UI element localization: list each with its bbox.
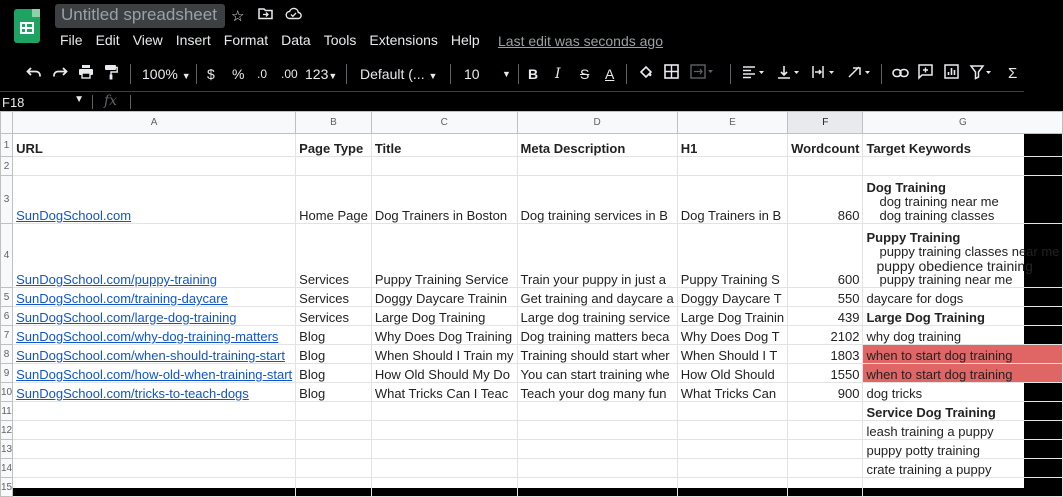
cell[interactable]: Dog training matters beca xyxy=(517,326,677,345)
last-edit-link[interactable]: Last edit was seconds ago xyxy=(498,33,663,49)
insert-comment-icon[interactable] xyxy=(918,64,933,84)
table-row xyxy=(1,478,1063,497)
cell[interactable] xyxy=(677,459,787,478)
menu-bar xyxy=(60,32,493,50)
row-header[interactable]: 13 xyxy=(1,440,13,459)
cell[interactable]: Services xyxy=(296,288,372,307)
insert-chart-icon[interactable] xyxy=(944,64,959,84)
text-color-button[interactable]: A xyxy=(605,66,615,82)
cell[interactable]: Puppy Training Service xyxy=(371,224,517,288)
url-cell[interactable] xyxy=(13,288,296,307)
keyword-item: puppy training near me xyxy=(879,272,1013,287)
cell[interactable] xyxy=(13,459,296,478)
document-title[interactable]: Untitled spreadsheet xyxy=(55,4,225,28)
menu-file[interactable]: File xyxy=(60,32,83,48)
menu-data[interactable]: Data xyxy=(281,32,311,48)
cell[interactable]: leash training a puppy xyxy=(863,421,1063,440)
cell[interactable] xyxy=(296,440,372,459)
bold-button[interactable]: B xyxy=(528,66,539,82)
move-folder-icon[interactable] xyxy=(258,7,273,24)
highlighted-keyword-cell[interactable]: when to start dog training xyxy=(863,364,1063,383)
url-cell[interactable] xyxy=(13,383,296,402)
cell[interactable] xyxy=(677,421,787,440)
spreadsheet-grid xyxy=(0,111,1060,493)
cell[interactable]: Page Type xyxy=(296,134,372,157)
row-header[interactable]: 15 xyxy=(1,478,13,497)
paint-format-icon[interactable] xyxy=(104,64,118,84)
menu-edit[interactable]: Edit xyxy=(95,32,120,48)
cell[interactable] xyxy=(677,440,787,459)
cell[interactable]: Doggy Daycare T xyxy=(677,288,787,307)
keyword-title: Dog Training xyxy=(866,180,946,195)
table-row xyxy=(1,364,1063,383)
cell[interactable] xyxy=(13,478,296,497)
strikethrough-button[interactable]: S xyxy=(580,66,590,82)
url-link[interactable]: SunDogSchool.com/when-should-training-start xyxy=(16,348,285,363)
cell[interactable] xyxy=(13,157,296,176)
cell[interactable] xyxy=(517,157,677,176)
cell[interactable] xyxy=(863,478,1063,497)
table-row xyxy=(1,326,1063,345)
keyword-item: dog training classes xyxy=(879,208,995,223)
formula-bar xyxy=(0,91,1024,111)
table-row xyxy=(1,421,1063,440)
chevron-down-icon: ▼ xyxy=(74,94,84,105)
print-icon[interactable] xyxy=(78,64,94,84)
cell[interactable]: Dog training services in B xyxy=(517,176,677,224)
cell[interactable]: Service Dog Training xyxy=(863,402,1063,421)
table-row xyxy=(1,224,1063,288)
cell[interactable] xyxy=(788,421,863,440)
table-row xyxy=(1,345,1063,364)
row-header[interactable]: 9 xyxy=(1,364,13,383)
cell-grid xyxy=(0,111,1063,497)
url-link[interactable]: SunDogSchool.com/large-dog-training xyxy=(16,310,237,325)
decrease-decimal-button[interactable]: .0 xyxy=(257,67,268,81)
cell[interactable]: 550 xyxy=(788,288,863,307)
url-link[interactable]: SunDogSchool.com/how-old-when-training-start xyxy=(16,367,293,382)
keyword-cell[interactable] xyxy=(863,176,1063,224)
cell[interactable] xyxy=(517,478,677,497)
name-box[interactable] xyxy=(0,93,88,111)
horizontal-align-icon[interactable] xyxy=(742,64,766,84)
table-row xyxy=(1,134,1063,157)
cell[interactable]: Blog xyxy=(296,345,372,364)
cell[interactable] xyxy=(517,421,677,440)
undo-icon[interactable] xyxy=(26,64,42,84)
cell[interactable] xyxy=(677,478,787,497)
cell[interactable]: 900 xyxy=(788,383,863,402)
cell[interactable] xyxy=(371,440,517,459)
cell[interactable] xyxy=(296,157,372,176)
text-rotation-icon[interactable] xyxy=(847,64,873,84)
vertical-align-icon[interactable] xyxy=(777,64,801,84)
chevron-down-icon: ▼ xyxy=(181,71,191,81)
cell[interactable]: Target Keywords xyxy=(863,134,1063,157)
row-header[interactable]: 6 xyxy=(1,307,13,326)
cell[interactable] xyxy=(788,157,863,176)
column-header-e[interactable]: E xyxy=(677,112,787,134)
cell[interactable]: URL xyxy=(13,134,296,157)
cell[interactable] xyxy=(371,421,517,440)
sheets-logo-icon[interactable] xyxy=(14,9,40,43)
font-family-select[interactable] xyxy=(360,64,437,84)
cell[interactable]: 439 xyxy=(788,307,863,326)
cell[interactable] xyxy=(296,402,372,421)
column-header-g[interactable]: G xyxy=(863,112,1063,134)
cell[interactable]: What Tricks Can xyxy=(677,383,787,402)
cell[interactable] xyxy=(371,459,517,478)
cell[interactable] xyxy=(371,402,517,421)
chevron-down-icon[interactable]: ▼ xyxy=(502,69,511,79)
menu-insert[interactable]: Insert xyxy=(175,32,211,48)
cell[interactable]: Train your puppy in just a xyxy=(517,224,677,288)
url-cell[interactable] xyxy=(13,224,296,288)
cell[interactable] xyxy=(517,459,677,478)
menu-tools[interactable]: Tools xyxy=(323,32,357,48)
cell[interactable]: Blog xyxy=(296,383,372,402)
cell[interactable]: Title xyxy=(371,134,517,157)
cell[interactable]: Large Dog Training xyxy=(863,307,1063,326)
row-header[interactable]: 2 xyxy=(1,157,13,176)
number-format-select[interactable] xyxy=(305,64,337,84)
table-row xyxy=(1,402,1063,421)
cell[interactable]: Large Dog Training xyxy=(371,307,517,326)
cell[interactable]: Teach your dog many fun xyxy=(517,383,677,402)
menu-format[interactable]: Format xyxy=(223,32,269,48)
cell[interactable]: dog tricks xyxy=(863,383,1063,402)
column-header-f[interactable]: F xyxy=(788,112,863,134)
cell[interactable]: 600 xyxy=(788,224,863,288)
column-header-b[interactable]: B xyxy=(296,112,372,134)
cloud-status-icon[interactable] xyxy=(285,7,302,24)
url-link[interactable]: SunDogSchool.com/tricks-to-teach-dogs xyxy=(16,386,249,401)
font-size-select[interactable] xyxy=(464,64,480,84)
cell[interactable] xyxy=(371,157,517,176)
row-header[interactable]: 12 xyxy=(1,421,13,440)
cell[interactable]: Services xyxy=(296,224,372,288)
cell[interactable] xyxy=(296,478,372,497)
cell[interactable] xyxy=(296,421,372,440)
table-row xyxy=(1,307,1063,326)
chevron-down-icon: ▼ xyxy=(428,71,438,81)
cell[interactable] xyxy=(788,478,863,497)
cell[interactable] xyxy=(677,157,787,176)
table-row xyxy=(1,440,1063,459)
functions-icon[interactable]: Σ xyxy=(1008,65,1018,82)
cell[interactable] xyxy=(371,478,517,497)
cell[interactable]: 860 xyxy=(788,176,863,224)
row-header[interactable]: 5 xyxy=(1,288,13,307)
table-row xyxy=(1,383,1063,402)
filter-icon[interactable] xyxy=(970,64,994,84)
url-cell[interactable] xyxy=(13,307,296,326)
table-row xyxy=(1,288,1063,307)
increase-decimal-button[interactable]: .00 xyxy=(281,67,298,81)
cell[interactable]: Puppy Training S xyxy=(677,224,787,288)
cell[interactable]: Services xyxy=(296,307,372,326)
cell[interactable]: Get training and daycare a xyxy=(517,288,677,307)
cell[interactable]: Dog Trainers in Boston xyxy=(371,176,517,224)
row-header[interactable]: 1 xyxy=(1,134,13,157)
url-link[interactable]: SunDogSchool.com xyxy=(16,208,132,223)
cell[interactable]: Blog xyxy=(296,326,372,345)
column-header-d[interactable]: D xyxy=(517,112,677,134)
fx-icon: fx xyxy=(104,93,118,109)
insert-link-icon[interactable] xyxy=(892,64,909,84)
select-all-corner[interactable] xyxy=(1,112,13,134)
cell[interactable]: Dog Trainers in B xyxy=(677,176,787,224)
cell[interactable]: 1550 xyxy=(788,364,863,383)
cell[interactable] xyxy=(677,402,787,421)
cell[interactable]: 1803 xyxy=(788,345,863,364)
toolbar xyxy=(0,58,1024,88)
keyword-item: puppy training classes near me xyxy=(879,244,1060,259)
borders-icon[interactable] xyxy=(664,64,679,84)
cell[interactable]: How Old Should My Do xyxy=(371,364,517,383)
column-header-a[interactable]: A xyxy=(13,112,296,134)
cell[interactable] xyxy=(788,440,863,459)
cell[interactable] xyxy=(296,459,372,478)
cell[interactable]: Why Does Dog Training xyxy=(371,326,517,345)
keyword-item: puppy obedience training xyxy=(876,258,1033,274)
cell[interactable]: crate training a puppy xyxy=(863,459,1063,478)
keyword-item: dog training near me xyxy=(879,194,999,209)
cell[interactable] xyxy=(517,440,677,459)
menu-view[interactable]: View xyxy=(132,32,163,48)
cell[interactable] xyxy=(788,402,863,421)
percent-format-button[interactable]: % xyxy=(232,66,245,82)
table-row xyxy=(1,459,1063,478)
cell[interactable]: Home Page xyxy=(296,176,372,224)
fill-color-icon[interactable] xyxy=(638,64,654,84)
url-link[interactable]: SunDogSchool.com/why-dog-training-matters xyxy=(16,329,279,344)
cell[interactable]: Training should start wher xyxy=(517,345,677,364)
cell[interactable]: Blog xyxy=(296,364,372,383)
highlighted-keyword-cell[interactable]: when to start dog training xyxy=(863,345,1063,364)
cell[interactable] xyxy=(13,402,296,421)
zoom-select[interactable] xyxy=(142,64,191,84)
cell[interactable]: Why Does Dog T xyxy=(677,326,787,345)
cell[interactable]: Wordcount xyxy=(788,134,863,157)
name-box-value: F18 xyxy=(2,95,25,110)
url-cell[interactable] xyxy=(13,345,296,364)
column-header-c[interactable]: C xyxy=(371,112,517,134)
cell[interactable]: Doggy Daycare Trainin xyxy=(371,288,517,307)
cell[interactable]: daycare for dogs xyxy=(863,288,1063,307)
row-header[interactable]: 7 xyxy=(1,326,13,345)
cell[interactable] xyxy=(13,421,296,440)
keyword-title: Puppy Training xyxy=(866,230,961,245)
row-header[interactable]: 11 xyxy=(1,402,13,421)
cell[interactable] xyxy=(517,402,677,421)
currency-format-button[interactable]: $ xyxy=(207,66,215,82)
merge-cells-icon[interactable] xyxy=(690,64,714,84)
cell[interactable] xyxy=(863,157,1063,176)
cell[interactable]: Large dog training service xyxy=(517,307,677,326)
zoom-value: 100% xyxy=(142,66,178,82)
font-family-value: Default (... xyxy=(360,66,425,82)
menu-help[interactable]: Help xyxy=(450,32,480,48)
italic-button[interactable]: I xyxy=(555,66,561,82)
cell[interactable]: When Should I Train my xyxy=(371,345,517,364)
url-link[interactable]: SunDogSchool.com/puppy-training xyxy=(16,272,218,287)
cell[interactable] xyxy=(788,459,863,478)
cell[interactable]: Meta Description xyxy=(517,134,677,157)
row-header[interactable]: 8 xyxy=(1,345,13,364)
chevron-down-icon: ▼ xyxy=(328,71,338,81)
menu-extensions[interactable]: Extensions xyxy=(369,32,438,48)
row-header[interactable]: 4 xyxy=(1,224,13,288)
cell[interactable]: Large Dog Trainin xyxy=(677,307,787,326)
cell[interactable]: why dog training xyxy=(863,326,1063,345)
url-link[interactable]: SunDogSchool.com/training-daycare xyxy=(16,291,228,306)
number-format-label: 123 xyxy=(305,66,329,82)
cell[interactable]: You can start training whe xyxy=(517,364,677,383)
redo-icon[interactable] xyxy=(52,64,68,84)
url-cell[interactable] xyxy=(13,326,296,345)
cell[interactable]: H1 xyxy=(677,134,787,157)
keyword-cell[interactable] xyxy=(863,224,1063,288)
star-icon[interactable]: ☆ xyxy=(231,8,245,25)
cell[interactable] xyxy=(13,440,296,459)
row-header[interactable]: 3 xyxy=(1,176,13,224)
cell[interactable]: puppy potty training xyxy=(863,440,1063,459)
cell[interactable]: 2102 xyxy=(788,326,863,345)
cell[interactable]: When Should I T xyxy=(677,345,787,364)
url-cell[interactable] xyxy=(13,176,296,224)
font-size-value: 10 xyxy=(464,66,480,82)
row-header[interactable]: 14 xyxy=(1,459,13,478)
title-bar xyxy=(0,0,1024,55)
table-row xyxy=(1,157,1063,176)
table-row xyxy=(1,176,1063,224)
cell[interactable]: How Old Should xyxy=(677,364,787,383)
row-header[interactable]: 10 xyxy=(1,383,13,402)
url-cell[interactable] xyxy=(13,364,296,383)
cell[interactable]: What Tricks Can I Teac xyxy=(371,383,517,402)
text-wrap-icon[interactable] xyxy=(812,64,838,84)
